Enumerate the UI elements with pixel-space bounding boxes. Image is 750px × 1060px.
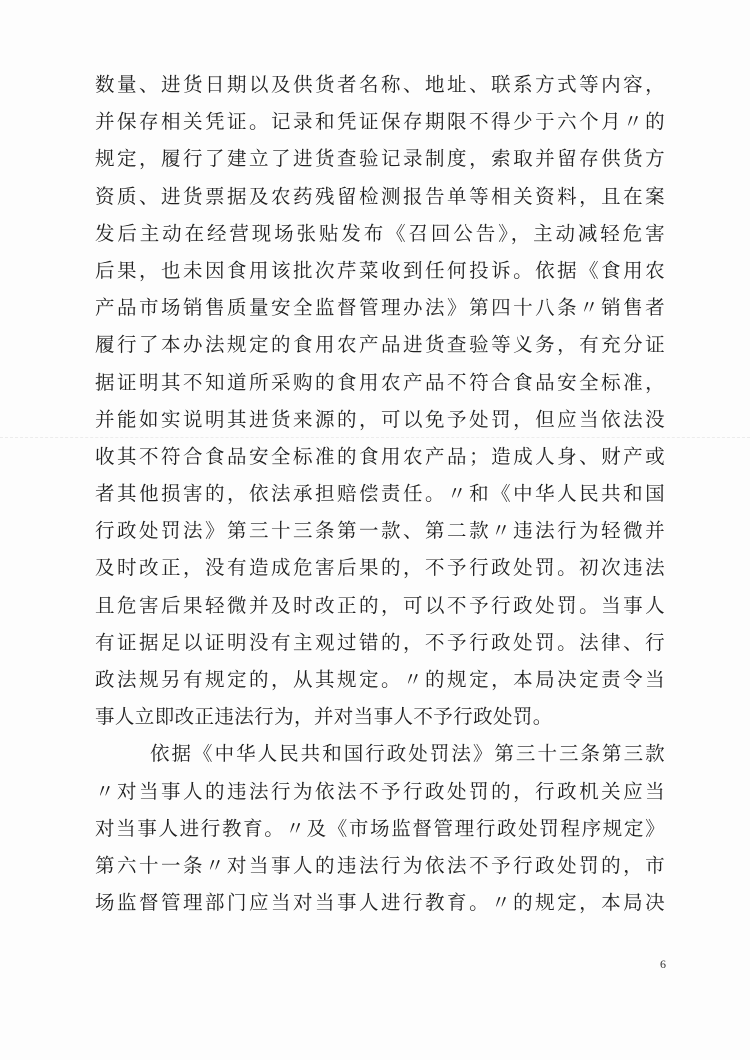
text-line: 对当事人进行教育。〃及《市场监督管理行政处罚程序规定》 xyxy=(95,816,665,840)
text-line-paragraph-end: 事人立即改正违法行为，并对当事人不予行政处罚。 xyxy=(95,705,553,729)
text-line: 据证明其不知道所采购的食用农产品不符合食品安全标准， xyxy=(95,370,665,394)
text-line: 数量、进货日期以及供货者名称、地址、联系方式等内容， xyxy=(95,73,665,96)
text-line: 并保存相关凭证。记录和凭证保存期限不得少于六个月〃的 xyxy=(95,110,665,134)
text-line: 者其他损害的，依法承担赔偿责任。〃和《中华人民共和国 xyxy=(95,482,665,506)
text-line: 后果，也未因食用该批次芹菜收到任何投诉。依据《食用农 xyxy=(95,258,665,282)
document-body xyxy=(95,66,665,921)
text-line-paragraph-start: 依据《中华人民共和国行政处罚法》第三十三条第三款 xyxy=(150,742,665,766)
text-line: 政法规另有规定的，从其规定。〃的规定，本局决定责令当 xyxy=(95,668,665,691)
text-line: 且危害后果轻微并及时改正的，可以不予行政处罚。当事人 xyxy=(95,593,665,617)
text-line: 行政处罚法》第三十三条第一款、第二款〃违法行为轻微并 xyxy=(95,519,665,543)
text-line: 场监督管理部门应当对当事人进行教育。〃的规定，本局决 xyxy=(95,891,665,915)
text-line: 并能如实说明其进货来源的，可以免予处罚，但应当依法没 xyxy=(95,407,665,431)
text-line: 〃对当事人的违法行为依法不予行政处罚的，行政机关应当 xyxy=(95,779,665,803)
text-line: 有证据足以证明没有主观过错的，不予行政处罚。法律、行 xyxy=(95,630,665,654)
text-line: 履行了本办法规定的食用农产品进货查验等义务，有充分证 xyxy=(95,333,665,357)
text-line: 产品市场销售质量安全监督管理办法》第四十八条〃销售者 xyxy=(95,296,665,320)
text-line: 第六十一条〃对当事人的违法行为依法不予行政处罚的，市 xyxy=(95,853,665,877)
page-number: 6 xyxy=(660,957,666,971)
text-line: 规定，履行了建立了进货查验记录制度，索取并留存供货方 xyxy=(95,147,665,171)
text-line: 收其不符合食品安全标准的食用农产品；造成人身、财产或 xyxy=(95,444,665,468)
text-line: 及时改正，没有造成危害后果的，不予行政处罚。初次违法 xyxy=(95,556,665,580)
text-line: 资质、进货票据及农药残留检测报告单等相关资料，且在案 xyxy=(95,184,665,208)
text-line: 发后主动在经营现场张贴发布《召回公告》，主动减轻危害 xyxy=(95,221,665,245)
